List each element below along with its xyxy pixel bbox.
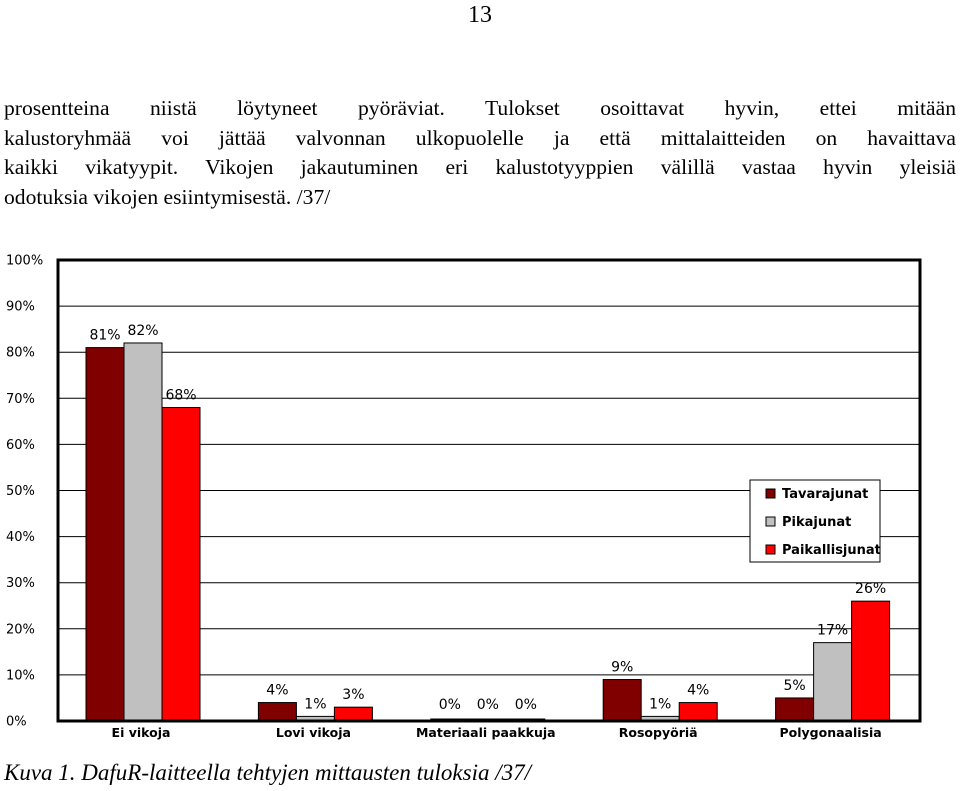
paragraph-line: kaikki vikatyypit. Vikojen jakautuminen eri kalustotyyppien välillä vastaa hyvin yleisiä: [4, 155, 956, 179]
data-label: 0%: [438, 697, 461, 713]
bar: [776, 698, 814, 721]
data-label: 1%: [304, 696, 327, 713]
bar: [814, 643, 852, 721]
y-tick-label: 100%: [6, 253, 44, 269]
bar: [86, 348, 124, 721]
y-tick-label: 30%: [6, 576, 35, 592]
data-label: 1%: [649, 696, 672, 713]
data-label: 9%: [611, 659, 634, 676]
data-label: 4%: [687, 682, 710, 699]
y-tick-label: 0%: [6, 714, 27, 730]
paragraph-line: odotuksia vikojen esiintymisestä. /37/: [4, 184, 331, 209]
paragraph-line: prosentteina niistä löytyneet pyöräviat. Tulokset osoittavat hyvin, ettei mitään: [4, 96, 956, 120]
bar: [603, 680, 641, 721]
y-tick-label: 10%: [6, 668, 35, 684]
x-tick-label: Materiaali paakkuja: [415, 725, 556, 740]
y-tick-label: 40%: [6, 530, 35, 546]
legend-label: Tavarajunat: [782, 487, 869, 502]
y-tick-label: 20%: [6, 622, 35, 638]
paragraph-line: kalustoryhmää voi jättää valvonnan ulkopuolelle ja että mittalaitteiden on havaittava: [4, 125, 956, 150]
x-tick-label: Ei vikoja: [111, 725, 171, 740]
y-tick-label: 50%: [6, 484, 35, 499]
bar: [124, 343, 162, 721]
data-label: 17%: [817, 622, 849, 639]
legend-swatch: [766, 517, 775, 526]
x-tick-label: Lovi vikoja: [275, 725, 351, 740]
legend-swatch: [766, 489, 775, 498]
bar: [162, 408, 200, 721]
bar-chart: [0, 244, 960, 750]
figure-caption: Kuva 1. DafuR-laitteella tehtyjen mittausten tuloksia /37/: [4, 760, 532, 785]
bar: [334, 707, 372, 721]
body-paragraph: [4, 94, 956, 212]
data-label: 26%: [855, 581, 887, 598]
bar: [258, 703, 296, 721]
legend-label: Paikallisjunat: [782, 543, 881, 558]
data-label: 3%: [342, 687, 365, 704]
y-tick-label: 70%: [6, 391, 35, 407]
data-label: 81%: [89, 327, 121, 344]
legend-label: Pikajunat: [782, 515, 852, 530]
page-number: 13: [468, 2, 492, 28]
x-tick-label: Rosopyöriä: [618, 725, 698, 740]
bar: [679, 703, 717, 721]
y-tick-label: 60%: [6, 437, 35, 453]
y-tick-label: 80%: [6, 345, 35, 361]
data-label: 68%: [165, 387, 197, 404]
data-label: 82%: [127, 322, 159, 339]
data-label: 4%: [266, 682, 289, 699]
bar: [852, 601, 890, 721]
figure-chart: [0, 244, 960, 750]
y-tick-label: 90%: [6, 299, 35, 315]
data-label: 0%: [476, 697, 499, 713]
legend-swatch: [766, 545, 775, 554]
x-tick-label: Polygonaalisia: [779, 725, 882, 740]
data-label: 5%: [783, 677, 806, 694]
data-label: 0%: [514, 697, 537, 713]
